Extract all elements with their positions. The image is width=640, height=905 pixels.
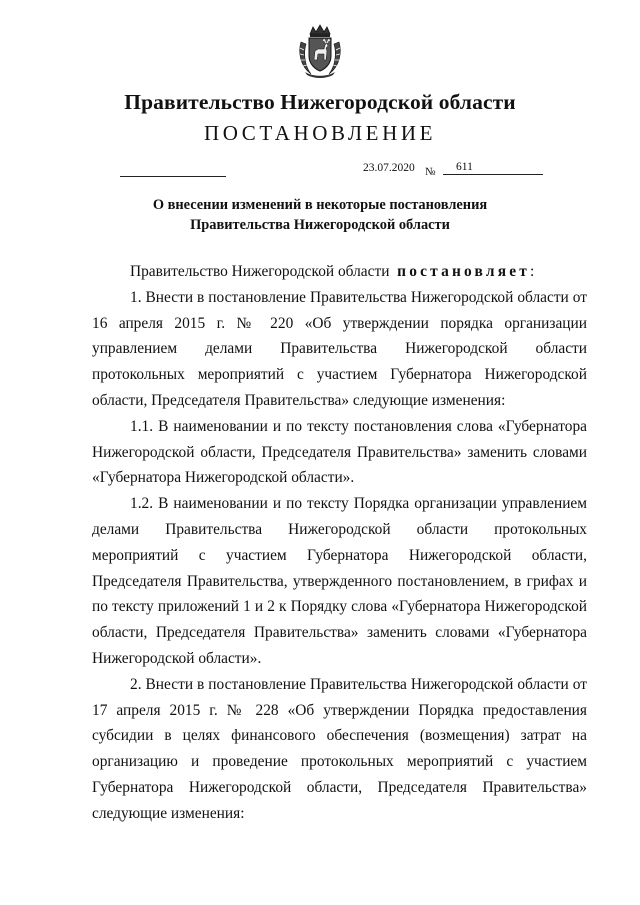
subject-line-2: Правительства Нижегородской области xyxy=(190,217,450,233)
preamble-lead: Правительство Нижегородской области xyxy=(130,263,390,280)
document-type: ПОСТАНОВЛЕНИЕ xyxy=(203,121,437,145)
document-body xyxy=(92,259,587,827)
preamble xyxy=(92,259,587,285)
document-number: 611 xyxy=(443,161,543,175)
coat-of-arms-icon xyxy=(297,24,343,78)
paragraph-1: 1. Внести в постановление Правительства Нижегородской области от 16 апреля 2015 г. № 220 «Об утверждении порядка организации управлением делами Правительства Нижегородской области протокольных мероприятий с участием Губернатора Нижегородской области, Председателя Правительства» следующие изменения: xyxy=(92,288,587,409)
document-subject xyxy=(0,195,640,235)
preamble-tail: : xyxy=(530,263,535,280)
preamble-action: постановляет xyxy=(397,263,531,280)
paragraph-1-1: 1.1. В наименовании и по тексту постановления слова «Губернатора Нижегородской области, Председателя Правительства» заменить словами «Губернатора Нижегородской области». xyxy=(92,417,587,487)
org-title: Правительство Нижегородской области xyxy=(124,90,516,114)
paragraph-1-2: 1.2. В наименовании и по тексту Порядка организации управлением делами Правительства Нижегородской области протокольных мероприятий с участием Губернатора Нижегородской области, Председателя Правительства, утвержденного постановлением, в грифах и по тексту приложений 1 и 2 к Порядку слова «Губернатора Нижегородской области, Председателя Правительства» заменить словами «Губернатора Нижегородской области». xyxy=(92,495,587,667)
signature-date-blank-line xyxy=(120,176,226,177)
paragraph-2: 2. Внести в постановление Правительства Нижегородской области от 17 апреля 2015 г. № 228 «Об утверждении Порядка предоставления субсидии в целях финансового обеспечения (возмещения) затрат на организацию и проведение протокольных мероприятий с участием Губернатора Нижегородской области, Председателя Правительства» следующие изменения: xyxy=(92,675,587,822)
subject-line-1: О внесении изменений в некоторые постановления xyxy=(152,197,488,213)
number-sign: № xyxy=(425,166,436,178)
document-date: 23.07.2020 xyxy=(363,162,415,174)
